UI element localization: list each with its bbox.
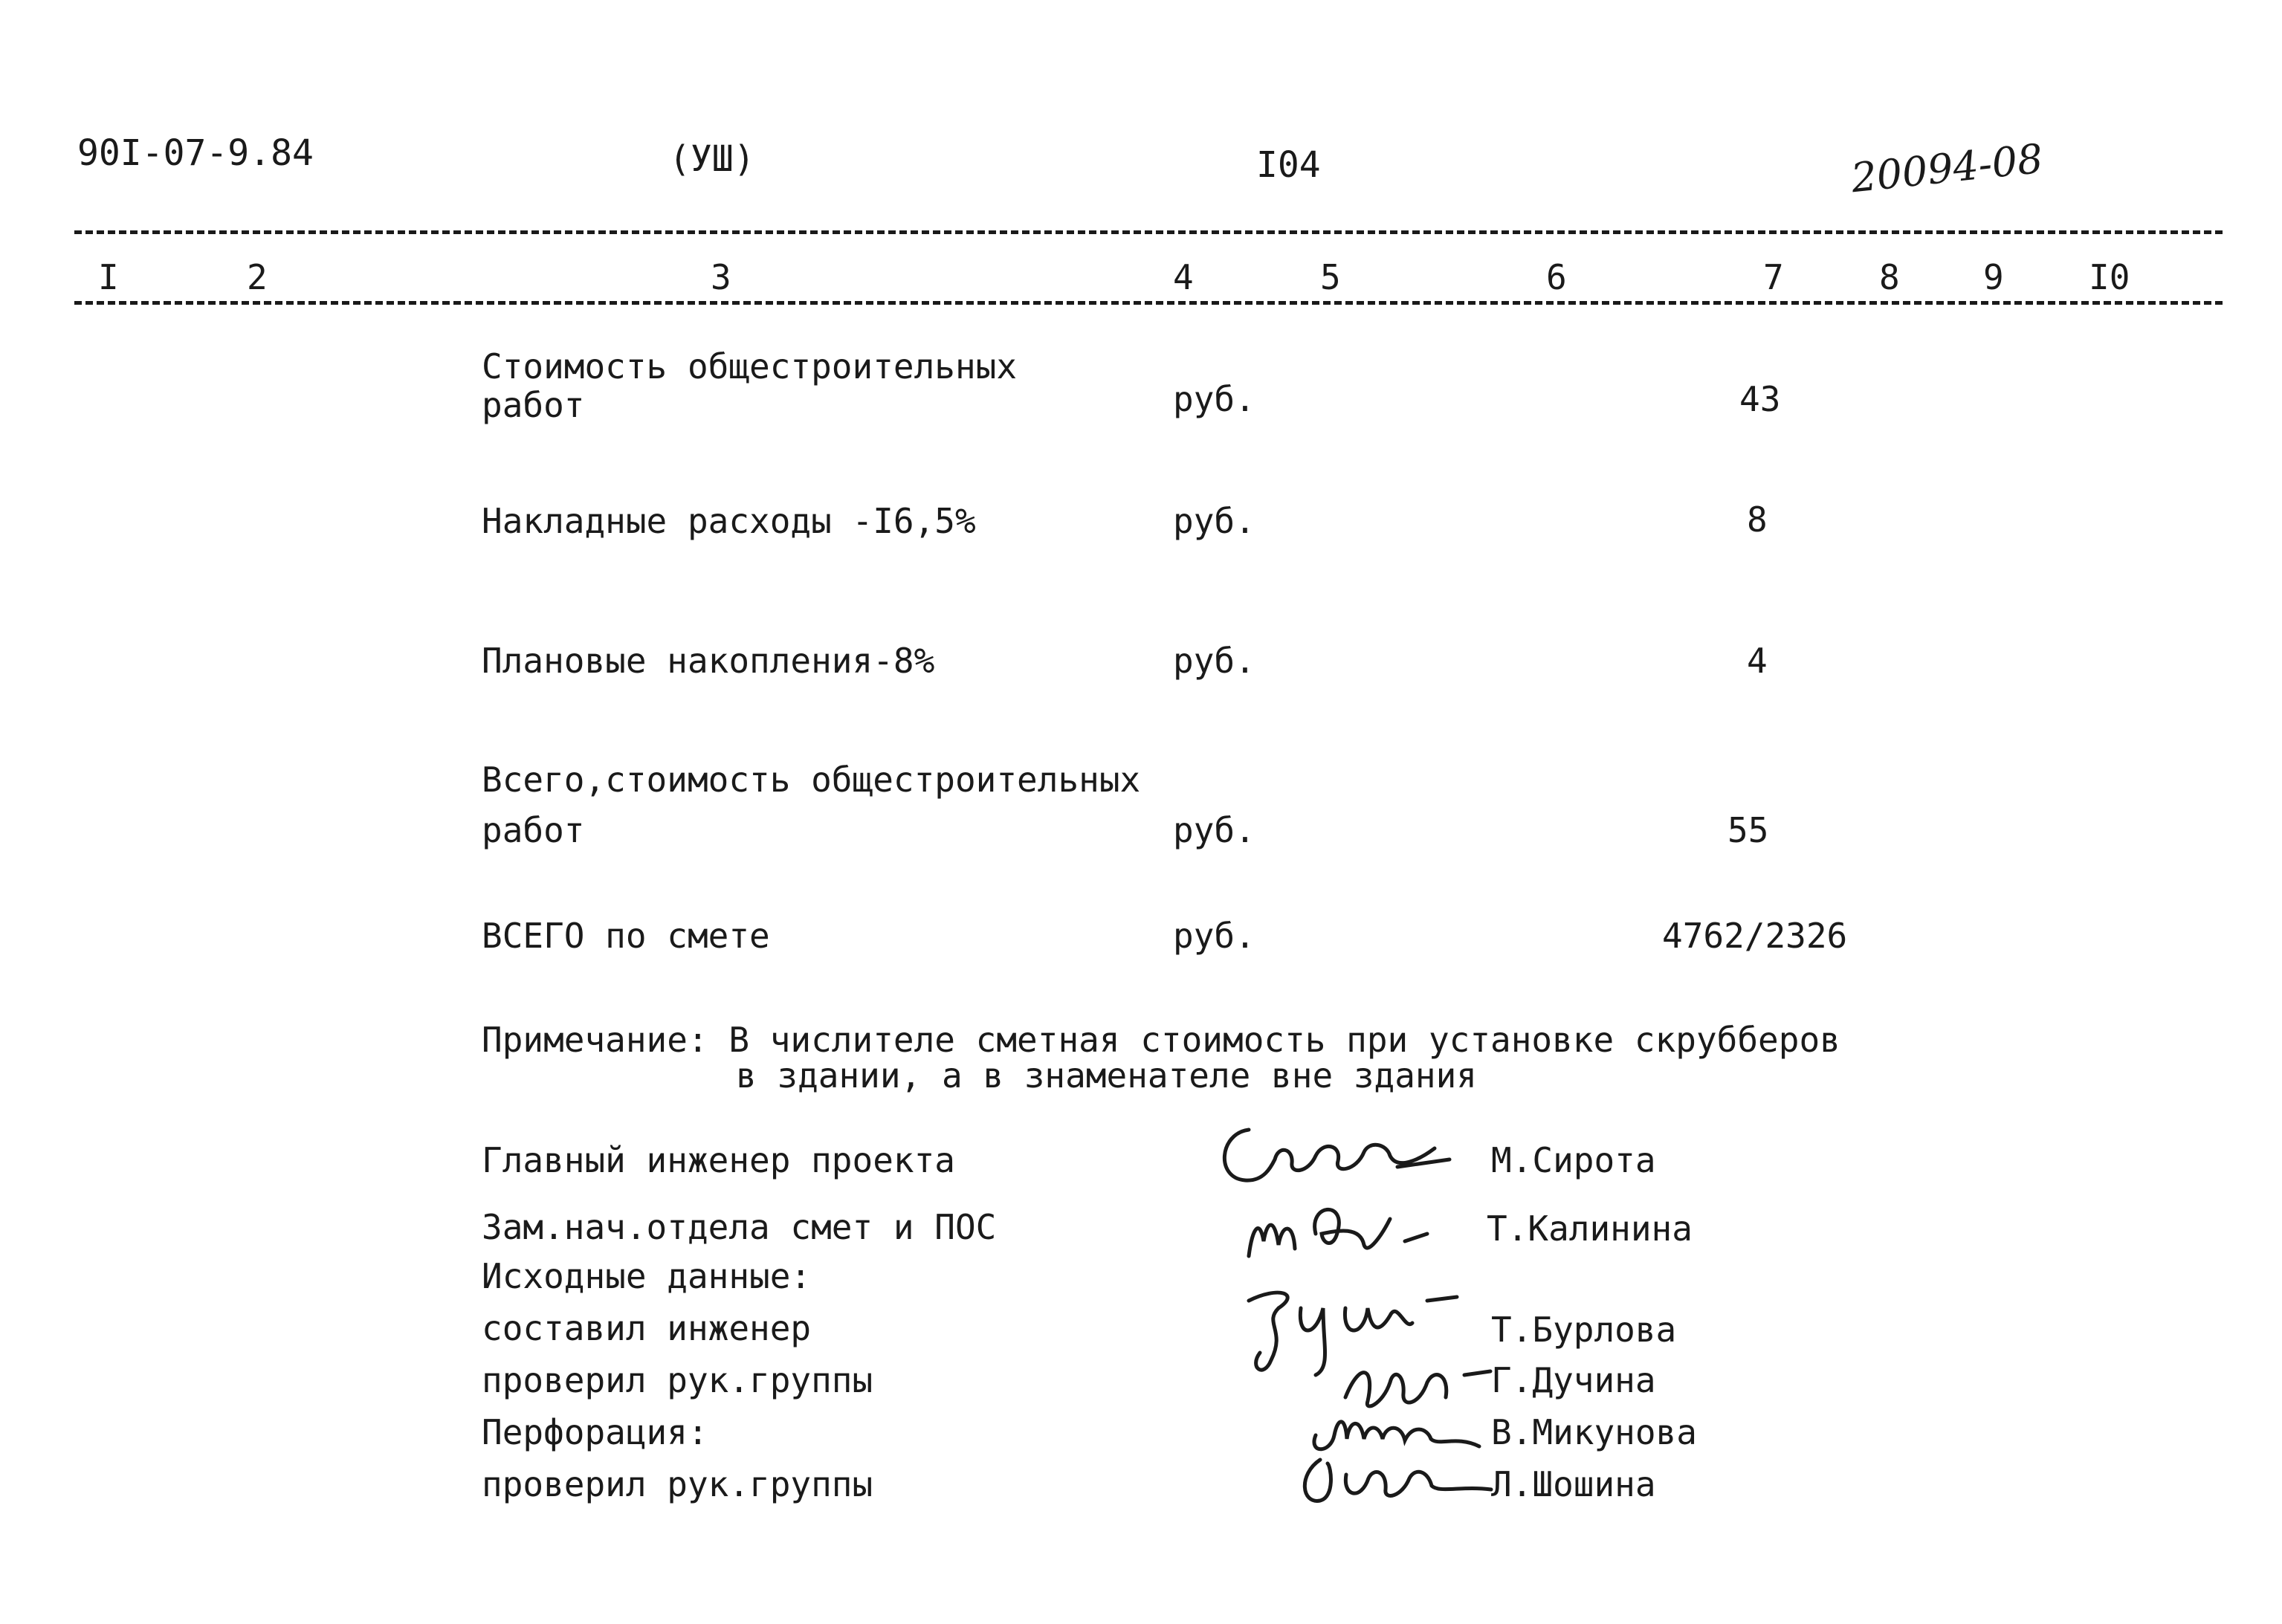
row-unit: руб. bbox=[1173, 810, 1255, 850]
header-rule-bottom bbox=[74, 301, 2223, 305]
header-rule-top bbox=[74, 230, 2223, 234]
note-line-1: Примечание: В числителе сметная стоимость при установке скрубберов bbox=[482, 1020, 1840, 1060]
row-label: Всего,стоимость общестроительных bbox=[482, 760, 1141, 800]
signature-role: Главный инженер проекта bbox=[482, 1140, 955, 1180]
row-value: 4 bbox=[1747, 641, 1768, 681]
section-code: (УШ) bbox=[669, 138, 755, 180]
row-unit: руб. bbox=[1173, 501, 1255, 541]
signature-role: проверил рук.группы bbox=[482, 1464, 873, 1504]
row-value: 8 bbox=[1747, 499, 1768, 540]
note-line-2: в здании, а в знаменателе вне здания bbox=[736, 1055, 1477, 1096]
handwritten-signature bbox=[1234, 1189, 1464, 1271]
signer-name: В.Микунова bbox=[1491, 1412, 1697, 1452]
signature-role: проверил рук.группы bbox=[482, 1360, 873, 1400]
handwritten-registration-number: 20094-08 bbox=[1849, 135, 2046, 202]
total-value: 4762/2326 bbox=[1662, 916, 1848, 956]
document-code: 90I-07-9.84 bbox=[77, 132, 314, 174]
column-header-6: 6 bbox=[1546, 257, 1567, 297]
column-header-8: 8 bbox=[1879, 257, 1900, 297]
column-header-9: 9 bbox=[1983, 257, 2004, 297]
row-value: 43 bbox=[1739, 379, 1781, 419]
signer-name: Т.Калинина bbox=[1487, 1209, 1693, 1249]
column-header-3: 3 bbox=[711, 257, 731, 297]
column-header-7: 7 bbox=[1763, 257, 1784, 297]
column-header-10: I0 bbox=[2089, 257, 2130, 297]
row-unit: руб. bbox=[1173, 379, 1255, 419]
row-unit: руб. bbox=[1173, 641, 1255, 681]
column-header-5: 5 bbox=[1320, 257, 1341, 297]
row-label: Плановые накопления-8% bbox=[482, 641, 935, 681]
handwritten-signature bbox=[1212, 1115, 1457, 1197]
handwritten-signature bbox=[1290, 1445, 1506, 1512]
row-label: Накладные расходы -I6,5% bbox=[482, 501, 976, 541]
signer-name: Г.Дучина bbox=[1491, 1360, 1656, 1400]
signature-role: Исходные данные: bbox=[482, 1256, 812, 1296]
signer-name: М.Сирота bbox=[1491, 1140, 1656, 1180]
signer-name: Т.Бурлова bbox=[1491, 1310, 1677, 1350]
row-label: работ bbox=[482, 385, 585, 425]
total-unit: руб. bbox=[1173, 916, 1255, 956]
row-label: Стоимость общестроительных bbox=[482, 346, 1018, 386]
row-value: 55 bbox=[1727, 810, 1769, 850]
signer-name: Л.Шошина bbox=[1491, 1464, 1656, 1504]
signature-role: Зам.нач.отдела смет и ПОС bbox=[482, 1207, 997, 1247]
page-number: I04 bbox=[1256, 144, 1321, 186]
total-label: ВСЕГО по смете bbox=[482, 916, 770, 956]
row-label: работ bbox=[482, 810, 585, 850]
signature-role: составил инженер bbox=[482, 1308, 812, 1348]
column-header-1: I bbox=[98, 257, 119, 297]
column-header-2: 2 bbox=[247, 257, 268, 297]
column-header-4: 4 bbox=[1173, 257, 1194, 297]
signature-role: Перфорация: bbox=[482, 1412, 708, 1452]
